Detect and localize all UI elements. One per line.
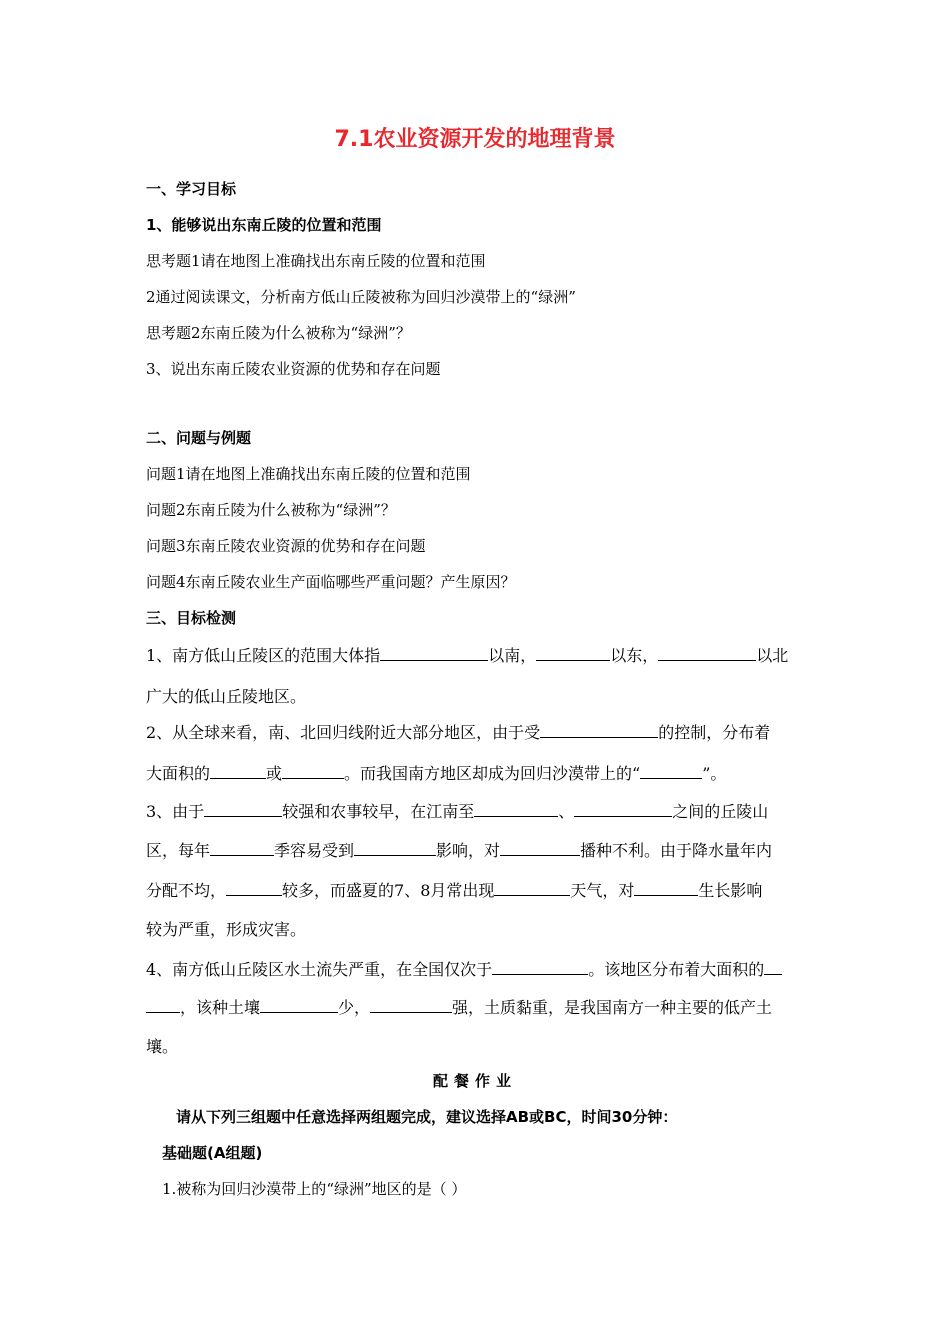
fill-line-2b: 大面积的 或 。而我国南方地区却成为回归沙漠带上的“ ”。	[146, 764, 727, 783]
homework-item-1: 1.被称为回归沙漠带上的“绿洲”地区的是（ ）	[162, 1180, 467, 1198]
answer-blank[interactable]	[370, 996, 452, 1013]
section-heading-check: 三、目标检测	[146, 609, 237, 627]
answer-blank[interactable]	[204, 800, 282, 817]
fill-line-3c: 分配不均， 较多，而盛夏的7、8月常出现 天气，对 生长影响	[146, 881, 763, 900]
answer-blank[interactable]	[494, 879, 570, 896]
answer-blank[interactable]	[282, 762, 344, 779]
goal-1: 1、能够说出东南丘陵的位置和范围	[146, 216, 382, 234]
question-1: 问题1请在地图上准确找出东南丘陵的位置和范围	[146, 465, 471, 483]
answer-blank[interactable]	[634, 879, 698, 896]
fill-line-1a: 1、南方低山丘陵区的范围大体指 以南， 以东， 以北	[146, 646, 789, 665]
answer-blank[interactable]	[492, 958, 588, 975]
answer-blank[interactable]	[226, 879, 282, 896]
group-a-heading: 基础题(A组题)	[162, 1144, 263, 1162]
answer-blank[interactable]	[146, 996, 180, 1013]
goal-2: 2通过阅读课文，分析南方低山丘陵被称为回归沙漠带上的“绿洲”	[146, 288, 576, 306]
answer-blank[interactable]	[380, 644, 488, 661]
section-heading-questions: 二、问题与例题	[146, 429, 252, 447]
question-2: 问题2东南丘陵为什么被称为“绿洲”？	[146, 501, 396, 519]
fill-line-2a: 2、从全球来看，南、北回归线附近大部分地区，由于受 的控制，分布着	[146, 723, 771, 742]
think-question-1: 思考题1请在地图上准确找出东南丘陵的位置和范围	[146, 252, 486, 270]
answer-blank[interactable]	[474, 800, 558, 817]
fill-line-4b: ，该种土壤 少， 强，土质黏重，是我国南方一种主要的低产土	[146, 995, 772, 1018]
answer-blank[interactable]	[658, 644, 756, 661]
fill-line-3a: 3、由于 较强和农事较早，在江南至 、 之间的丘陵山	[146, 802, 769, 821]
answer-blank[interactable]	[574, 800, 672, 817]
question-4: 问题4东南丘陵农业生产面临哪些严重问题？产生原因？	[146, 573, 516, 591]
homework-instruction: 请从下列三组题中任意选择两组题完成，建议选择AB或BC，时间30分钟：	[176, 1108, 678, 1126]
goal-3: 3、说出东南丘陵农业资源的优势和存在问题	[146, 360, 441, 378]
homework-heading: 配餐作业	[432, 1072, 517, 1090]
fill-line-3d: 较为严重，形成灾害。	[146, 920, 307, 939]
fill-line-4c: 壤。	[146, 1037, 179, 1056]
fill-line-3b: 区，每年 季容易受到 影响，对 播种不利。由于降水量年内	[146, 841, 773, 860]
answer-blank[interactable]	[536, 644, 610, 661]
question-3: 问题3东南丘陵农业资源的优势和存在问题	[146, 537, 426, 555]
document-title: 7.1农业资源开发的地理背景	[334, 127, 616, 152]
fill-line-4a: 4、南方低山丘陵区水土流失严重，在全国仅次于 。该地区分布着大面积的	[146, 957, 782, 980]
answer-blank[interactable]	[640, 762, 702, 779]
answer-blank[interactable]	[210, 762, 266, 779]
answer-blank[interactable]	[764, 958, 782, 975]
think-question-2: 思考题2东南丘陵为什么被称为“绿洲”？	[146, 324, 411, 342]
answer-blank[interactable]	[540, 721, 658, 738]
answer-blank[interactable]	[260, 996, 338, 1013]
answer-blank[interactable]	[354, 839, 436, 856]
fill-line-1b: 广大的低山丘陵地区。	[146, 687, 307, 706]
answer-blank[interactable]	[210, 839, 274, 856]
answer-blank[interactable]	[500, 839, 580, 856]
section-heading-goals: 一、学习目标	[146, 180, 237, 198]
